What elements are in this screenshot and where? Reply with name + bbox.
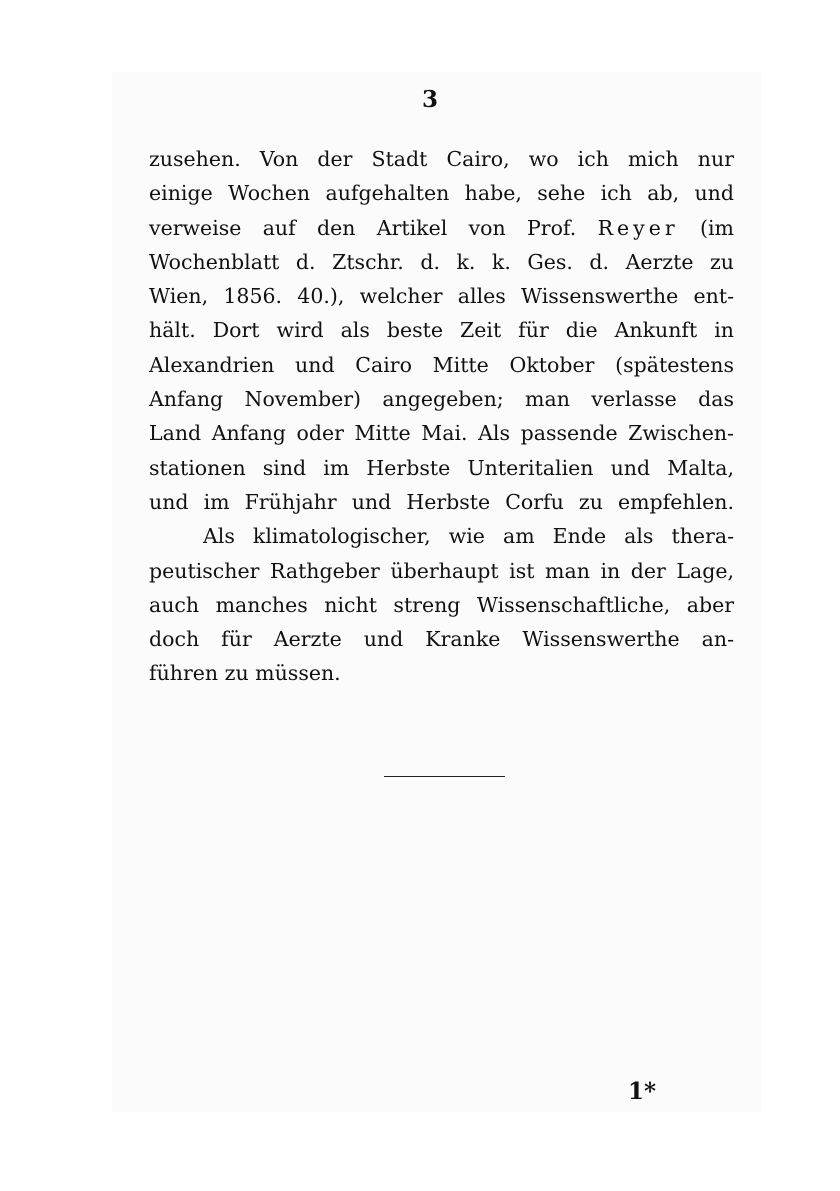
text-line: einige Wochen aufgehalten habe, sehe ich ab, und	[149, 181, 734, 206]
section-divider	[384, 776, 505, 777]
text-line	[149, 211, 734, 245]
author-name-spaced: Reyer	[597, 215, 679, 240]
text-line: Alexandrien und Cairo Mitte Oktober (spätestens	[149, 352, 734, 377]
body-text	[149, 142, 734, 691]
text-segment: verweise auf den Artikel von Prof.	[149, 215, 598, 240]
text-line: Wien, 1856. 40.), welcher alles Wissenswerthe ent-	[149, 284, 734, 309]
text-line: und im Frühjahr und Herbste Corfu zu empfehlen.	[149, 489, 734, 514]
text-line: stationen sind im Herbste Unteritalien und Malta,	[149, 455, 734, 480]
signature-mark: 1*	[628, 1078, 657, 1105]
text-line: zusehen. Von der Stadt Cairo, wo ich mich nur	[149, 147, 734, 171]
page-number: 3	[421, 86, 438, 113]
text-line: Land Anfang oder Mitte Mai. Als passende Zwischen-	[149, 421, 734, 446]
text-line: Anfang November) angegeben; man verlasse das	[149, 387, 734, 412]
text-segment: (im	[678, 215, 734, 240]
text-line: führen zu müssen.	[149, 661, 341, 686]
text-line: Als klimatologischer, wie am Ende als thera-	[203, 524, 734, 549]
text-line: auch manches nicht streng Wissenschaftliche, aber	[149, 592, 734, 617]
text-line: Wochenblatt d. Ztschr. d. k. k. Ges. d. Aerzte zu	[149, 249, 734, 274]
text-line: doch für Aerzte und Kranke Wissenswerthe an-	[149, 627, 734, 652]
text-line: hält. Dort wird als beste Zeit für die Ankunft in	[149, 318, 734, 343]
text-line: peutischer Rathgeber überhaupt ist man in der Lage,	[149, 558, 734, 583]
